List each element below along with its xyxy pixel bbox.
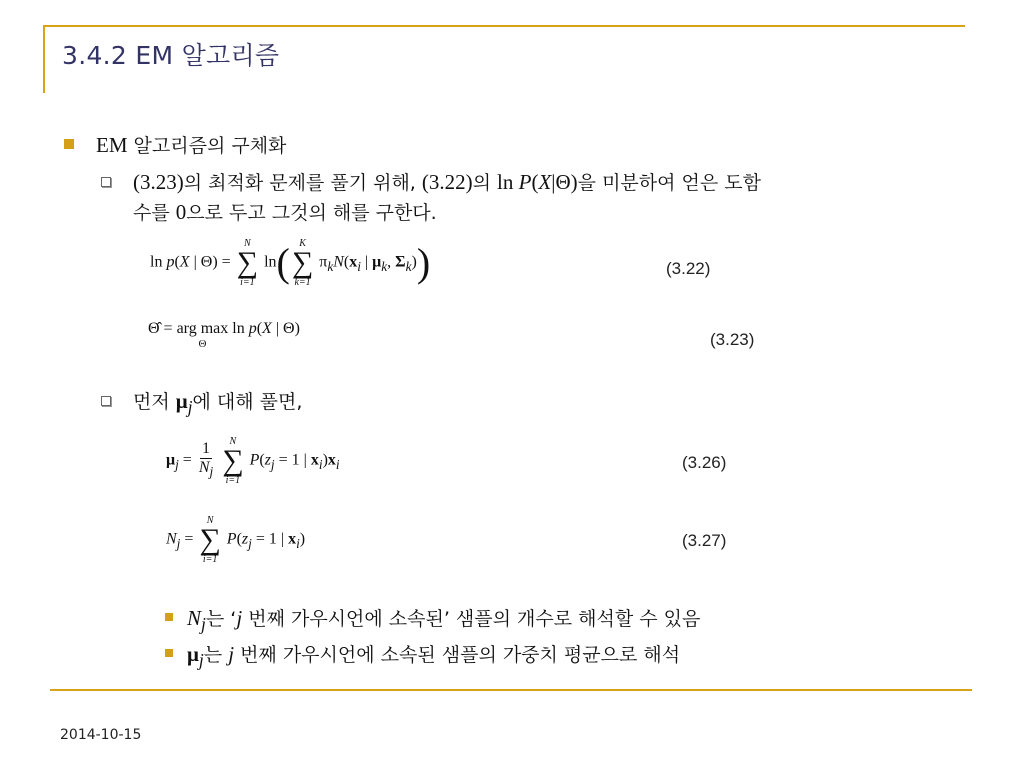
bullet-text [96,131,286,161]
bullet-em-concrete [64,131,286,161]
square-bullet-icon [64,139,74,149]
bullet-korean: 알고리즘의 구체화 [127,135,287,157]
equation-number-3-27: (3.27) [682,531,727,550]
title-accent-bar [43,25,45,93]
equation-3-27: $N_j$ = N ∑ i=1 $P(z_j = 1$ | $x_i$) [166,515,306,565]
title-accent-line [43,25,965,27]
equation-number-3-22: (3.22) [666,259,711,278]
footer-rule [50,689,972,691]
equation-3-22: ln p(X | Θ) = N ∑ i=1 ln( K ∑ k=1 $\pi_kN(x_i$ | $\mu_k$, $\Sigma_k$)) [150,238,431,288]
square-bullet-icon [165,649,173,657]
detail-text: $N_j$는 ‘j 번째 가우시언에 소속된’ 샘플의 개수로 해석할 수 있음 [187,606,701,635]
sub-bullet-text: (3.23)의 최적화 문제를 풀기 위해, (3.22)의 ln P(X|Θ)을 미분하여 얻은 도함 수를 0으로 두고 그것의 해를 구한다. [133,170,761,224]
slide-title: 3.4.2 EM 알고리즘 [62,41,280,70]
equation-3-23: Θ̂ = arg max Θ ln p(X | Θ) [148,320,300,350]
equation-number-3-23: (3.23) [710,330,755,349]
sub-bullet-text: 먼저 $\mu_j$에 대해 풀면, [133,389,303,418]
square-bullet-icon [165,613,173,621]
footer-date: 2014-10-15 [60,727,142,743]
bullet-latin: EM [96,133,128,157]
sub-bullet-optimization [101,168,963,228]
detail-text: $\mu_j$는 j 번째 가우시언에 소속된 샘플의 가중치 평균으로 해석 [187,642,681,671]
sub-bullet-solve-mu [101,387,302,422]
hollow-square-bullet-icon [101,396,111,406]
detail-bullet-nj [165,604,700,639]
equation-number-3-26: (3.26) [682,453,727,472]
hollow-square-bullet-icon [101,177,111,187]
equation-3-26: $\mu_j$ = $\frac{1}{N_j}$ N ∑ i=1 $P(z_j = 1$ | $x_i)x_i$ [166,436,340,486]
detail-bullet-muj [165,640,680,675]
